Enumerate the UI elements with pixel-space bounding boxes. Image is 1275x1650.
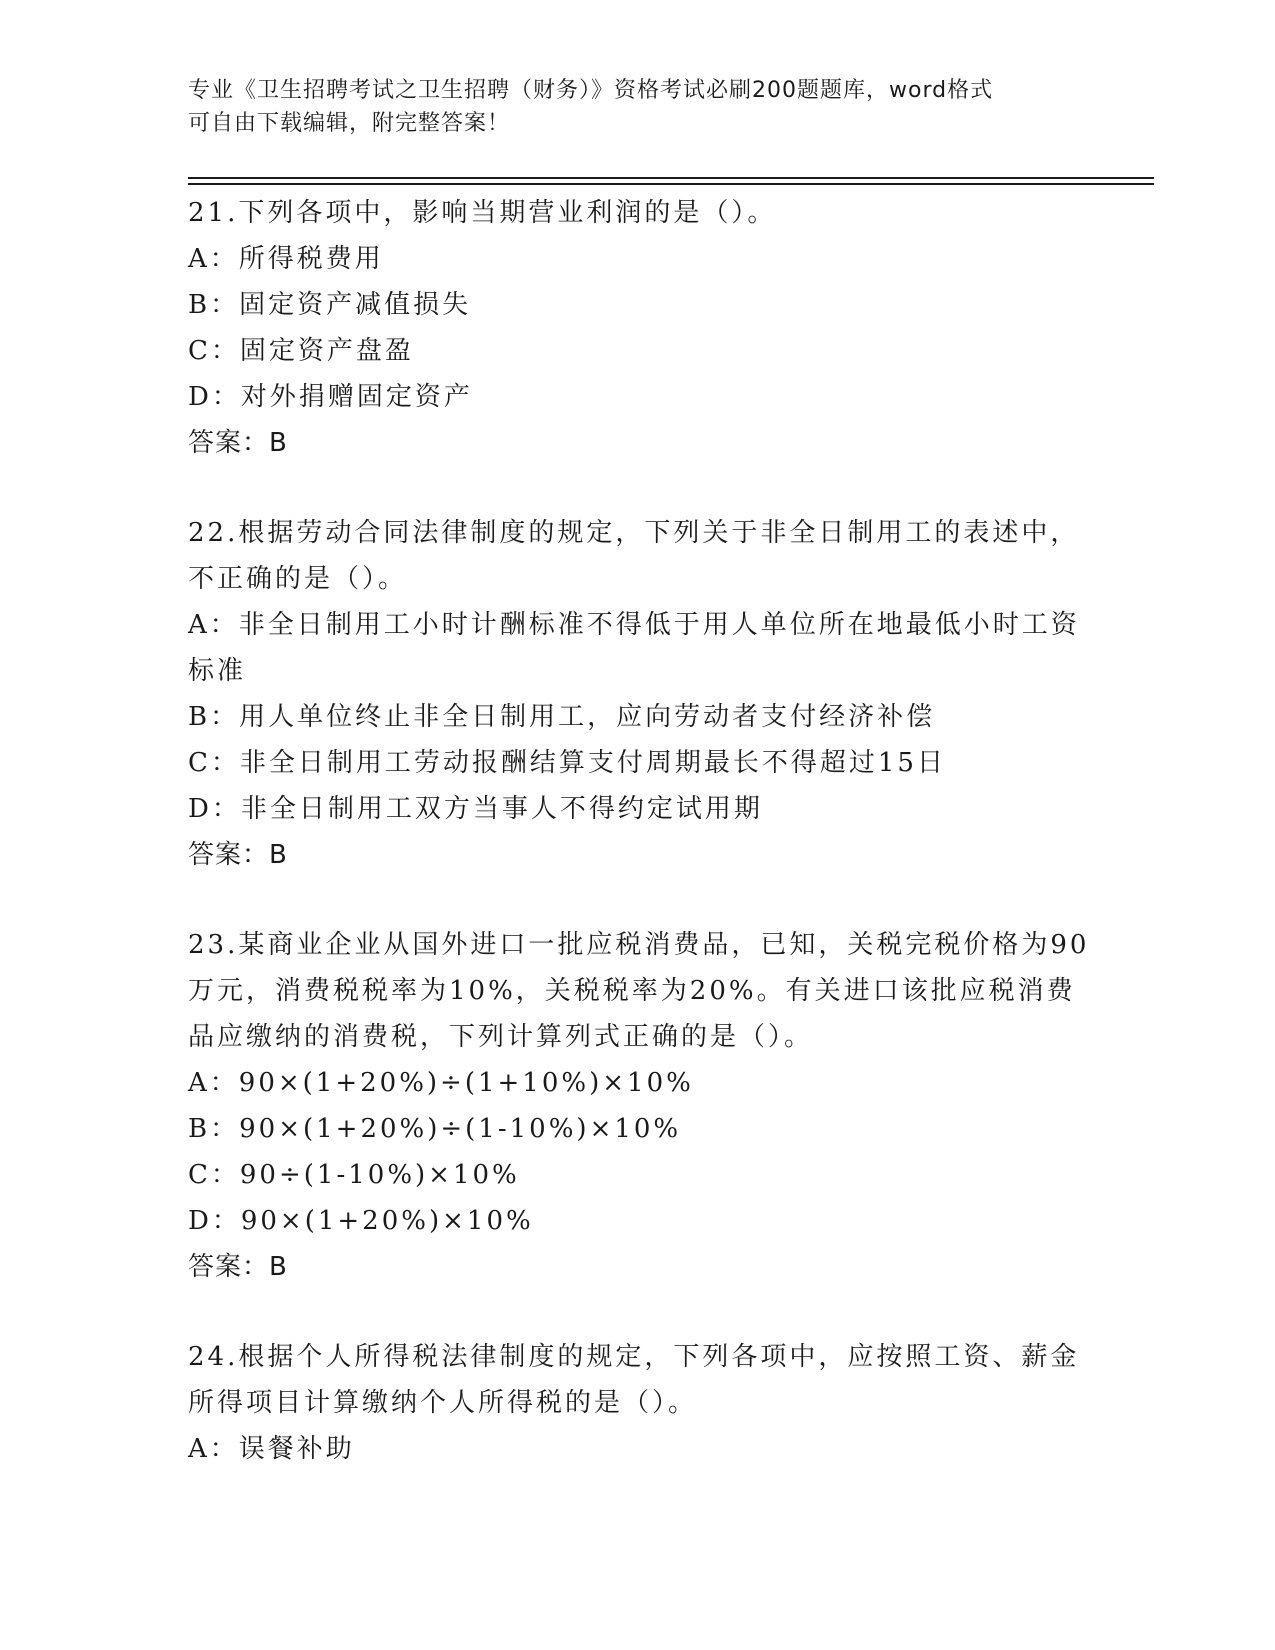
header-rule-top	[188, 177, 1154, 179]
option-a: A：误餐补助	[188, 1434, 355, 1464]
option-a: A：非全日制用工小时计酬标准不得低于用人单位所在地最低小时工资	[188, 610, 1080, 640]
question-24	[188, 1334, 1088, 1472]
option-d: D：对外捐赠固定资产	[188, 382, 473, 412]
question-stem: 21.下列各项中，影响当期营业利润的是（）。	[188, 198, 777, 228]
option-a: A：90×(1+20%)÷(1+10%)×10%	[188, 1068, 694, 1098]
question-stem: 品应缴纳的消费税，下列计算列式正确的是（）。	[188, 1022, 814, 1052]
question-23	[188, 922, 1088, 1290]
header-line-2: 可自由下载编辑，附完整答案！	[188, 111, 511, 136]
question-list	[188, 190, 1088, 1472]
question-stem: 23.某商业企业从国外进口一批应税消费品，已知，关税完税价格为90	[188, 930, 1090, 960]
answer: 答案：B	[188, 1252, 288, 1282]
question-stem: 所得项目计算缴纳个人所得税的是（）。	[188, 1388, 698, 1418]
header-line-1: 专业《卫生招聘考试之卫生招聘（财务）》资格考试必刷200题题库，word格式	[188, 78, 994, 103]
question-stem: 24.根据个人所得税法律制度的规定，下列各项中，应按照工资、薪金	[188, 1342, 1080, 1372]
answer: 答案：B	[188, 840, 288, 870]
answer: 答案：B	[188, 428, 288, 458]
option-c: C：非全日制用工劳动报酬结算支付周期最长不得超过15日	[188, 748, 946, 778]
option-a: A：所得税费用	[188, 244, 384, 274]
option-a-continued: 标准	[188, 656, 247, 686]
document-header	[188, 74, 1088, 140]
option-b: B：90×(1+20%)÷(1-10%)×10%	[188, 1114, 682, 1144]
question-22	[188, 510, 1088, 878]
option-b: B：固定资产减值损失	[188, 290, 472, 320]
option-d: D：非全日制用工双方当事人不得约定试用期	[188, 794, 763, 824]
question-stem: 22.根据劳动合同法律制度的规定，下列关于非全日制用工的表述中，	[188, 518, 1080, 548]
option-c: C：90÷(1-10%)×10%	[188, 1160, 520, 1190]
question-stem: 不正确的是（）。	[188, 564, 408, 594]
header-rule-bottom	[188, 183, 1154, 185]
question-21	[188, 190, 1088, 466]
option-b: B：用人单位终止非全日制用工，应向劳动者支付经济补偿	[188, 702, 936, 732]
option-c: C：固定资产盘盈	[188, 336, 414, 366]
question-stem: 万元，消费税税率为10%，关税税率为20%。有关进口该批应税消费	[188, 976, 1076, 1006]
option-d: D：90×(1+20%)×10%	[188, 1206, 534, 1236]
